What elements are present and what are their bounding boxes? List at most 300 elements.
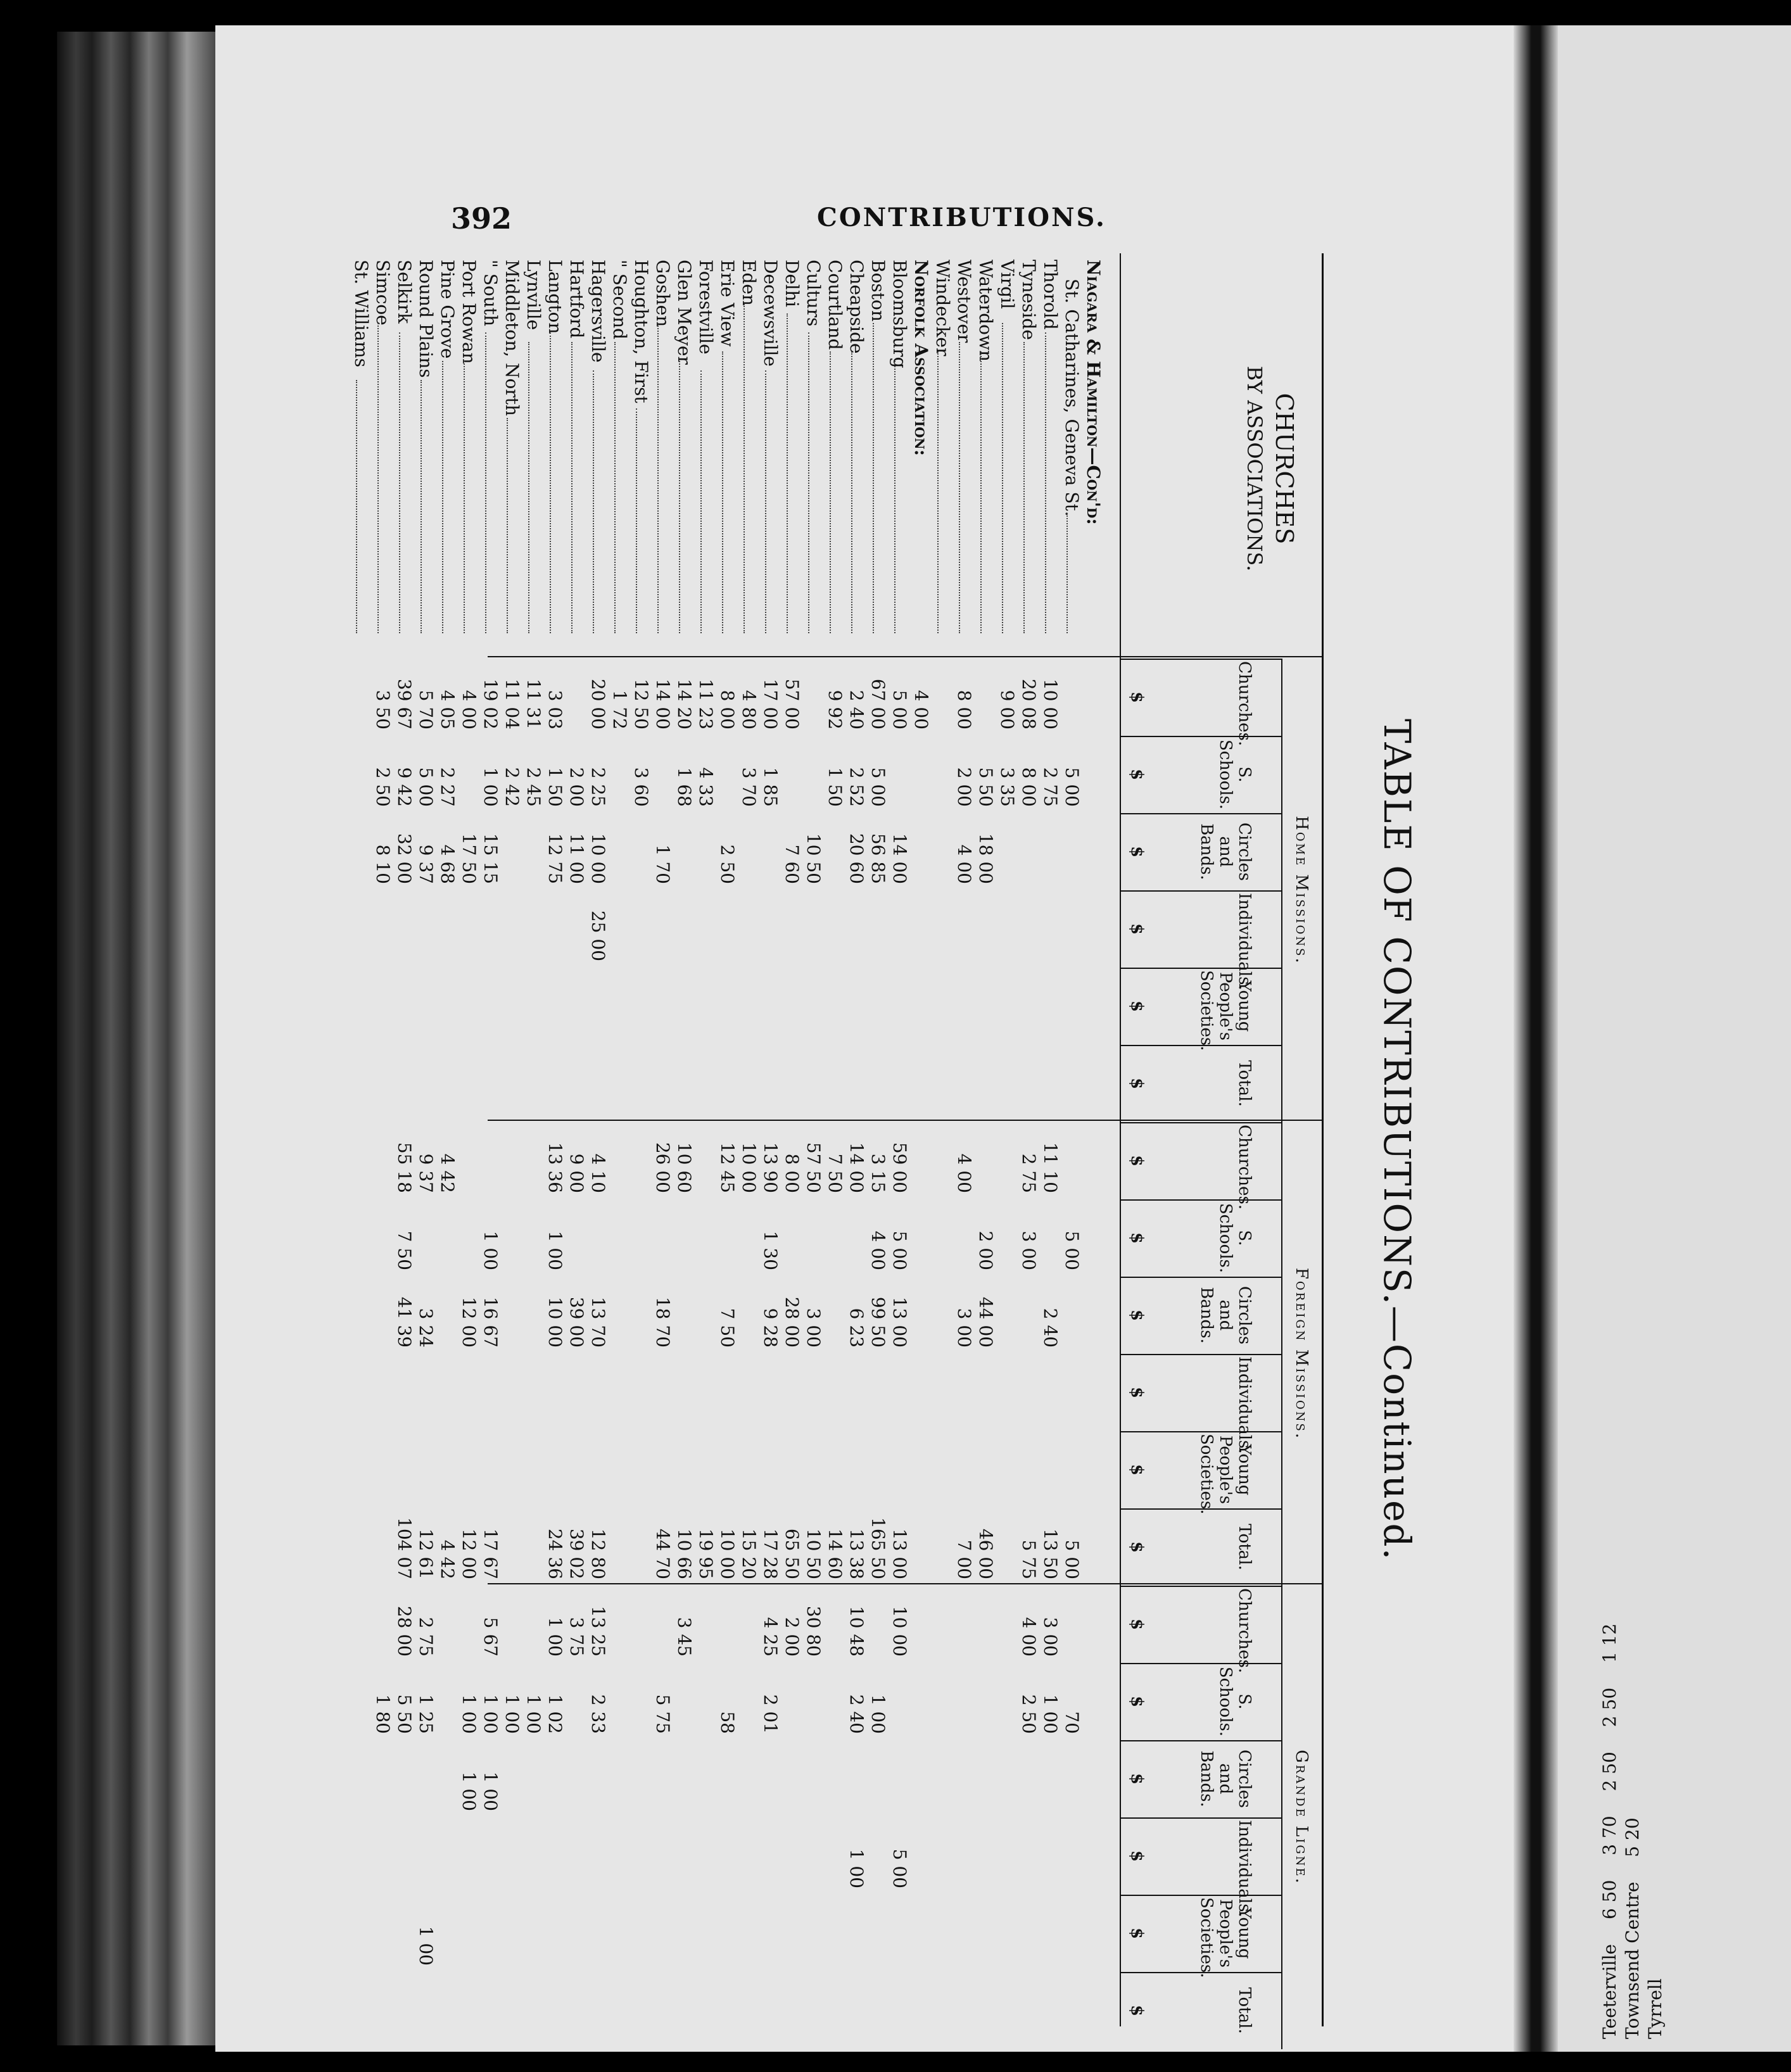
- amount-cell: 9 42: [394, 767, 415, 807]
- amount-cell: 2 40: [1040, 1308, 1061, 1348]
- amount-cell: 2 75: [1040, 767, 1061, 807]
- column-header: Young People's Societies.: [1197, 970, 1254, 1051]
- column-header: Circles and Bands.: [1197, 1749, 1254, 1809]
- amount-cell: 13 38: [846, 1528, 867, 1579]
- column-header: Individuals.: [1235, 893, 1254, 990]
- amount-cell: 3 60: [631, 767, 652, 807]
- table-row: [826, 253, 844, 2026]
- leader-dots: [485, 332, 499, 633]
- next-page-row: [1599, 1624, 1620, 2039]
- amount-cell: 2 01: [760, 1694, 781, 1734]
- church-name: " South: [480, 260, 501, 327]
- church-name: Tyneside: [1018, 260, 1039, 340]
- church-name: Hartford: [566, 260, 587, 339]
- amount-cell: 5 20: [1622, 1817, 1643, 1857]
- amount-cell: 55 18: [394, 1142, 415, 1193]
- amount-cell: 2 75: [1018, 1153, 1039, 1193]
- column-header: Circles and Bands.: [1197, 1286, 1254, 1345]
- amount-cell: 13 00: [889, 1296, 910, 1348]
- amount-cell: 18 70: [652, 1296, 673, 1348]
- leader-dots: [636, 408, 650, 633]
- amount-cell: 58: [717, 1711, 738, 1734]
- church-name: Erie View: [717, 260, 738, 347]
- amount-cell: 9 92: [825, 690, 845, 730]
- amount-cell: 32 00: [394, 833, 415, 884]
- leader-dots: [1045, 332, 1059, 633]
- table-row: [761, 253, 779, 2026]
- table-row: [740, 253, 757, 2026]
- amount-cell: 3 70: [738, 767, 759, 807]
- amount-cell: 17 50: [459, 833, 479, 884]
- dollar-sign: $: [1127, 2004, 1146, 2017]
- amount-cell: 7 00: [954, 1539, 975, 1579]
- amount-cell: 15 15: [480, 833, 501, 884]
- dollar-sign: $: [1127, 1772, 1146, 1785]
- amount-cell: 7 50: [717, 1308, 738, 1348]
- column-header: Churches.: [1235, 661, 1254, 747]
- church-name: Pine Grove: [437, 260, 458, 359]
- group-title: Home Missions.: [1292, 816, 1311, 965]
- amount-cell: 1 00: [1040, 1694, 1061, 1734]
- amount-cell: 12 50: [631, 678, 652, 730]
- amount-cell: 8 00: [717, 690, 738, 730]
- leader-dots: [593, 370, 607, 633]
- amount-cell: 15 20: [738, 1528, 759, 1579]
- book-gutter: [1514, 25, 1558, 2052]
- amount-cell: 56 85: [868, 833, 889, 884]
- amount-cell: 4 42: [437, 1153, 458, 1193]
- table-row: [632, 253, 650, 2026]
- amount-cell: 6 23: [846, 1308, 867, 1348]
- amount-cell: 5 00: [889, 1848, 910, 1888]
- amount-cell: 14 20: [674, 678, 695, 730]
- amount-cell: 10 00: [588, 833, 609, 884]
- amount-cell: 14 00: [652, 678, 673, 730]
- amount-cell: 3 24: [415, 1308, 436, 1348]
- dollar-sign: $: [1127, 1927, 1146, 1940]
- book-spine: [57, 32, 215, 2045]
- amount-cell: 4 00: [459, 690, 479, 730]
- amount-cell: 10 50: [803, 1528, 824, 1579]
- dollar-sign: $: [1127, 1386, 1146, 1399]
- church-name: Courtland: [825, 260, 845, 350]
- amount-cell: 1 30: [760, 1230, 781, 1270]
- column-header: Individuals.: [1235, 1820, 1254, 1917]
- table-row: [998, 253, 1016, 2026]
- table-row: [804, 253, 822, 2026]
- amount-cell: 1 72: [609, 690, 630, 730]
- dollar-sign: $: [1127, 1000, 1146, 1013]
- column-header: S. Schools.: [1216, 1666, 1254, 1737]
- leader-dots: [1023, 342, 1037, 633]
- column-header: Churches.: [1235, 1125, 1254, 1210]
- amount-cell: 4 00: [954, 844, 975, 884]
- church-name: Forestville: [695, 260, 716, 355]
- amount-cell: 2 50: [717, 844, 738, 884]
- table-row: [697, 253, 714, 2026]
- amount-cell: 3 00: [803, 1308, 824, 1348]
- next-page-rows: [1599, 1545, 1666, 2039]
- dollar-sign: $: [1127, 845, 1146, 858]
- amount-cell: 10 00: [717, 1528, 738, 1579]
- amount-cell: 1 00: [502, 1694, 522, 1734]
- church-name: Teeterville: [1599, 1938, 1620, 2039]
- dollar-sign: $: [1127, 1309, 1146, 1322]
- amount-cell: 1 00: [545, 1617, 566, 1657]
- church-name: Windecker: [932, 260, 953, 357]
- amount-cell: 1 00: [480, 1230, 501, 1270]
- amount-cell: 39 67: [394, 678, 415, 730]
- amount-cell: 4 00: [911, 690, 932, 730]
- amount-cell: 4 33: [695, 767, 716, 807]
- church-name: Langton: [545, 260, 566, 334]
- dollar-sign: $: [1127, 1463, 1146, 1476]
- table-row: [912, 253, 930, 2026]
- table-row: [1020, 253, 1037, 2026]
- amount-cell: 13 36: [545, 1142, 566, 1193]
- leader-dots: [873, 323, 887, 633]
- table-row: [955, 253, 973, 2026]
- amount-cell: 41 39: [394, 1296, 415, 1348]
- amount-cell: 12 61: [415, 1528, 436, 1579]
- amount-cell: 5 50: [394, 1694, 415, 1734]
- amount-cell: 10 00: [889, 1605, 910, 1657]
- table-row: [654, 253, 671, 2026]
- church-name: Boston: [868, 260, 889, 322]
- amount-cell: 4 42: [437, 1539, 458, 1579]
- table-row: [611, 253, 628, 2026]
- amount-cell: 67 00: [868, 678, 889, 730]
- amount-cell: 10 00: [1040, 678, 1061, 730]
- amount-cell: 2 42: [502, 767, 522, 807]
- amount-cell: 13 70: [588, 1296, 609, 1348]
- amount-cell: 70: [1061, 1711, 1082, 1734]
- leader-dots: [830, 351, 844, 633]
- dollar-sign: $: [1127, 768, 1146, 781]
- table-row: [847, 253, 865, 2026]
- table-row: [374, 253, 391, 2026]
- amount-cell: 3 15: [868, 1153, 889, 1193]
- leader-dots: [980, 351, 994, 633]
- amount-cell: 4 00: [954, 1153, 975, 1193]
- amount-cell: 1 85: [760, 767, 781, 807]
- church-name: Delhi: [782, 260, 802, 307]
- table-row: [977, 253, 994, 2026]
- amount-cell: 19 02: [480, 678, 501, 730]
- amount-cell: 59 00: [889, 1142, 910, 1193]
- dollar-sign: $: [1127, 1232, 1146, 1244]
- column-header: Circles and Bands.: [1197, 822, 1254, 881]
- amount-cell: 99 50: [868, 1296, 889, 1348]
- amount-cell: 2 75: [415, 1617, 436, 1657]
- table-title: TABLE OF CONTRIBUTIONS.—Continued.: [1376, 718, 1419, 1562]
- amount-cell: 14 00: [889, 833, 910, 884]
- church-name: Norfolk Association:: [911, 260, 932, 457]
- amount-cell: 2 45: [523, 767, 544, 807]
- table-row: [1084, 253, 1102, 2026]
- amount-cell: 5 00: [889, 690, 910, 730]
- amount-cell: 5 70: [415, 690, 436, 730]
- amount-cell: 5 00: [1061, 1539, 1082, 1579]
- amount-cell: 1 12: [1599, 1623, 1620, 1663]
- amount-cell: 10 00: [738, 1142, 759, 1193]
- amount-cell: 20 00: [588, 678, 609, 730]
- leader-dots: [1066, 513, 1080, 633]
- amount-cell: 18 00: [975, 833, 996, 884]
- amount-cell: 1 00: [523, 1694, 544, 1734]
- column-header: Total.: [1235, 1987, 1254, 2034]
- dollar-sign: $: [1127, 1541, 1146, 1553]
- amount-cell: 4 25: [760, 1617, 781, 1657]
- leader-dots: [528, 342, 542, 633]
- amount-cell: 2 33: [588, 1694, 609, 1734]
- leader-dots: [399, 332, 413, 633]
- amount-cell: 2 00: [954, 767, 975, 807]
- leader-dots: [421, 380, 434, 633]
- church-name: Thorold: [1040, 260, 1061, 330]
- amount-cell: 1 00: [480, 1771, 501, 1811]
- amount-cell: 9 00: [997, 690, 1018, 730]
- column-header: Young People's Societies.: [1197, 1434, 1254, 1515]
- table-row: [675, 253, 693, 2026]
- amount-cell: 7 60: [782, 844, 802, 884]
- amount-cell: 3 00: [1018, 1230, 1039, 1270]
- church-name: Decewsville: [760, 260, 781, 367]
- church-name: " Second: [609, 260, 630, 340]
- amount-cell: 3 70: [1599, 1810, 1620, 1855]
- amount-cell: 5 00: [1061, 767, 1082, 807]
- church-name: Port Rowan: [459, 260, 479, 364]
- dollar-sign: $: [1127, 1077, 1146, 1090]
- table-row: [352, 253, 370, 2026]
- amount-cell: 2 52: [846, 767, 867, 807]
- amount-cell: 1 50: [825, 767, 845, 807]
- amount-cell: 1 00: [459, 1771, 479, 1811]
- leader-dots: [700, 370, 714, 633]
- amount-cell: 5 00: [415, 767, 436, 807]
- table-row: [503, 253, 521, 2026]
- amount-cell: 1 00: [868, 1694, 889, 1734]
- amount-cell: 7 50: [394, 1230, 415, 1270]
- church-name: Niagara & Hamilton—Con'd:: [1083, 260, 1104, 525]
- table-row: [1041, 253, 1059, 2026]
- leader-dots: [657, 323, 671, 633]
- table-row: [933, 253, 951, 2026]
- amount-cell: 2 40: [846, 1694, 867, 1734]
- amount-cell: 19 95: [695, 1528, 716, 1579]
- church-name: Cheapside: [846, 260, 867, 354]
- amount-cell: 4 00: [868, 1230, 889, 1270]
- running-head: CONTRIBUTIONS.: [817, 203, 1106, 232]
- leader-dots: [442, 361, 456, 633]
- church-name: Lynville: [523, 260, 544, 331]
- amount-cell: 3 45: [674, 1617, 695, 1657]
- amount-cell: 11 00: [566, 833, 587, 884]
- table-row: [567, 253, 585, 2026]
- amount-cell: 17 00: [760, 678, 781, 730]
- amount-cell: 10 60: [674, 1142, 695, 1193]
- dollar-sign: $: [1127, 1695, 1146, 1708]
- header-rule: [1120, 253, 1121, 2026]
- amount-cell: 17 67: [480, 1528, 501, 1579]
- church-name: Waterdown: [975, 260, 996, 362]
- contributions-table: [351, 253, 1419, 2034]
- leader-dots: [808, 332, 822, 633]
- amount-cell: 65 50: [782, 1528, 802, 1579]
- amount-cell: 2 40: [846, 690, 867, 730]
- amount-cell: 7 50: [825, 1153, 845, 1193]
- amount-cell: 1 68: [674, 767, 695, 807]
- leader-dots: [377, 323, 391, 633]
- amount-cell: 10 50: [803, 833, 824, 884]
- leader-dots: [550, 332, 564, 633]
- amount-cell: 20 08: [1018, 678, 1039, 730]
- table-row: [395, 253, 413, 2026]
- leader-dots: [507, 418, 521, 633]
- amount-cell: 8 00: [954, 690, 975, 730]
- group-title: Grande Ligne.: [1292, 1750, 1311, 1885]
- leader-dots: [722, 351, 736, 633]
- dollar-sign: $: [1127, 1154, 1146, 1167]
- column-header: S. Schools.: [1216, 1203, 1254, 1273]
- next-page-row: [1622, 1817, 1643, 2039]
- amount-cell: 5 75: [1018, 1539, 1039, 1579]
- amount-cell: 5 50: [975, 767, 996, 807]
- amount-cell: 9 28: [760, 1308, 781, 1348]
- amount-cell: 57 50: [803, 1142, 824, 1193]
- dollar-sign: $: [1127, 1618, 1146, 1631]
- amount-cell: 28 00: [782, 1296, 802, 1348]
- church-name: Eden: [738, 260, 759, 306]
- churches-header: CHURCHES: [1270, 393, 1298, 545]
- leader-dots: [356, 380, 370, 633]
- amount-cell: 12 00: [459, 1528, 479, 1579]
- church-name: Middleton, North: [502, 260, 522, 416]
- amount-cell: 1 25: [415, 1694, 436, 1734]
- amount-cell: 1 00: [415, 1926, 436, 1966]
- amount-cell: 2 50: [1599, 1681, 1620, 1728]
- amount-cell: 12 80: [588, 1528, 609, 1579]
- amount-cell: 165 50: [868, 1517, 889, 1579]
- amount-cell: 1 00: [459, 1694, 479, 1734]
- amount-cell: 13 90: [760, 1142, 781, 1193]
- table-row: [869, 253, 887, 2026]
- amount-cell: 9 00: [566, 1153, 587, 1193]
- amount-cell: 11 04: [502, 678, 522, 730]
- leader-dots: [571, 342, 585, 633]
- next-page-row: [1645, 1978, 1666, 2039]
- amount-cell: 4 00: [1018, 1617, 1039, 1657]
- table-row: [589, 253, 607, 2026]
- amount-cell: 2 50: [372, 767, 393, 807]
- amount-cell: 24 36: [545, 1528, 566, 1579]
- amount-cell: 12 00: [459, 1296, 479, 1348]
- church-name: Houghton, First: [631, 260, 652, 403]
- leader-dots: [1002, 323, 1016, 633]
- amount-cell: 17 28: [760, 1528, 781, 1579]
- amount-cell: 4 05: [437, 690, 458, 730]
- amount-cell: 3 00: [1040, 1617, 1061, 1657]
- leader-dots: [765, 370, 779, 633]
- amount-cell: 2 25: [588, 767, 609, 807]
- amount-cell: 1 80: [372, 1694, 393, 1734]
- amount-cell: 1 00: [545, 1230, 566, 1270]
- dollar-sign: $: [1127, 923, 1146, 935]
- amount-cell: 1 00: [846, 1848, 867, 1888]
- amount-cell: 11 31: [523, 678, 544, 730]
- amount-cell: 12 45: [717, 1142, 738, 1193]
- amount-cell: 1 00: [480, 767, 501, 807]
- amount-cell: 3 00: [954, 1308, 975, 1348]
- church-name: Hagersville: [588, 260, 609, 363]
- amount-cell: 39 02: [566, 1528, 587, 1579]
- church-name: St. Williams: [351, 260, 372, 367]
- amount-cell: 11 23: [695, 678, 716, 730]
- amount-cell: 8 00: [1018, 767, 1039, 807]
- amount-cell: 1 02: [545, 1694, 566, 1734]
- church-name: Culturs: [803, 260, 824, 327]
- column-header: Churches.: [1235, 1588, 1254, 1674]
- column-header: Total.: [1235, 1060, 1254, 1107]
- amount-cell: 25 00: [588, 910, 609, 961]
- amount-cell: 3 75: [566, 1617, 587, 1657]
- amount-cell: 5 00: [868, 767, 889, 807]
- amount-cell: 2 50: [1018, 1694, 1039, 1734]
- amount-cell: 2 00: [975, 1230, 996, 1270]
- amount-cell: 2 00: [566, 767, 587, 807]
- table-top-rule: [1322, 253, 1324, 2026]
- column-header: Individuals.: [1235, 1356, 1254, 1454]
- table-row: [890, 253, 908, 2026]
- amount-cell: 4 10: [588, 1153, 609, 1193]
- amount-cell: 5 00: [1061, 1230, 1082, 1270]
- amount-cell: 5 75: [652, 1694, 673, 1734]
- amount-cell: 46 00: [975, 1528, 996, 1579]
- table-row: [481, 253, 499, 2026]
- church-name: Tyrrell: [1645, 1978, 1666, 2039]
- church-name: Glen Meyer: [674, 260, 695, 365]
- table-row: [718, 253, 736, 2026]
- amount-cell: 10 00: [545, 1296, 566, 1348]
- leader-dots: [464, 361, 478, 633]
- amount-cell: 16 67: [480, 1296, 501, 1348]
- table-row: [438, 253, 456, 2026]
- table-row: [546, 253, 564, 2026]
- column-header: Young People's Societies.: [1197, 1897, 1254, 1978]
- book-page-right: [1558, 25, 1791, 2052]
- leader-dots: [937, 351, 951, 633]
- amount-cell: 44 00: [975, 1296, 996, 1348]
- amount-cell: 10 48: [846, 1605, 867, 1657]
- amount-cell: 13 00: [889, 1528, 910, 1579]
- amount-cell: 4 68: [437, 844, 458, 884]
- table-row: [524, 253, 542, 2026]
- amount-cell: 2 50: [1599, 1746, 1620, 1791]
- associations-header: BY ASSOCIATIONS.: [1243, 365, 1267, 572]
- leader-dots: [614, 342, 628, 633]
- amount-cell: 9 37: [415, 1153, 436, 1193]
- amount-cell: 6 50: [1599, 1874, 1620, 1919]
- amount-cell: 39 00: [566, 1296, 587, 1348]
- church-name: Virgil: [997, 260, 1018, 309]
- column-header: S. Schools.: [1216, 739, 1254, 810]
- leader-dots: [851, 351, 865, 633]
- table-row: [1063, 253, 1080, 2026]
- leader-dots: [679, 361, 693, 633]
- church-name: Bloomsburg: [889, 260, 910, 369]
- group-title: Foreign Missions.: [1292, 1267, 1311, 1441]
- amount-cell: 26 00: [652, 1142, 673, 1193]
